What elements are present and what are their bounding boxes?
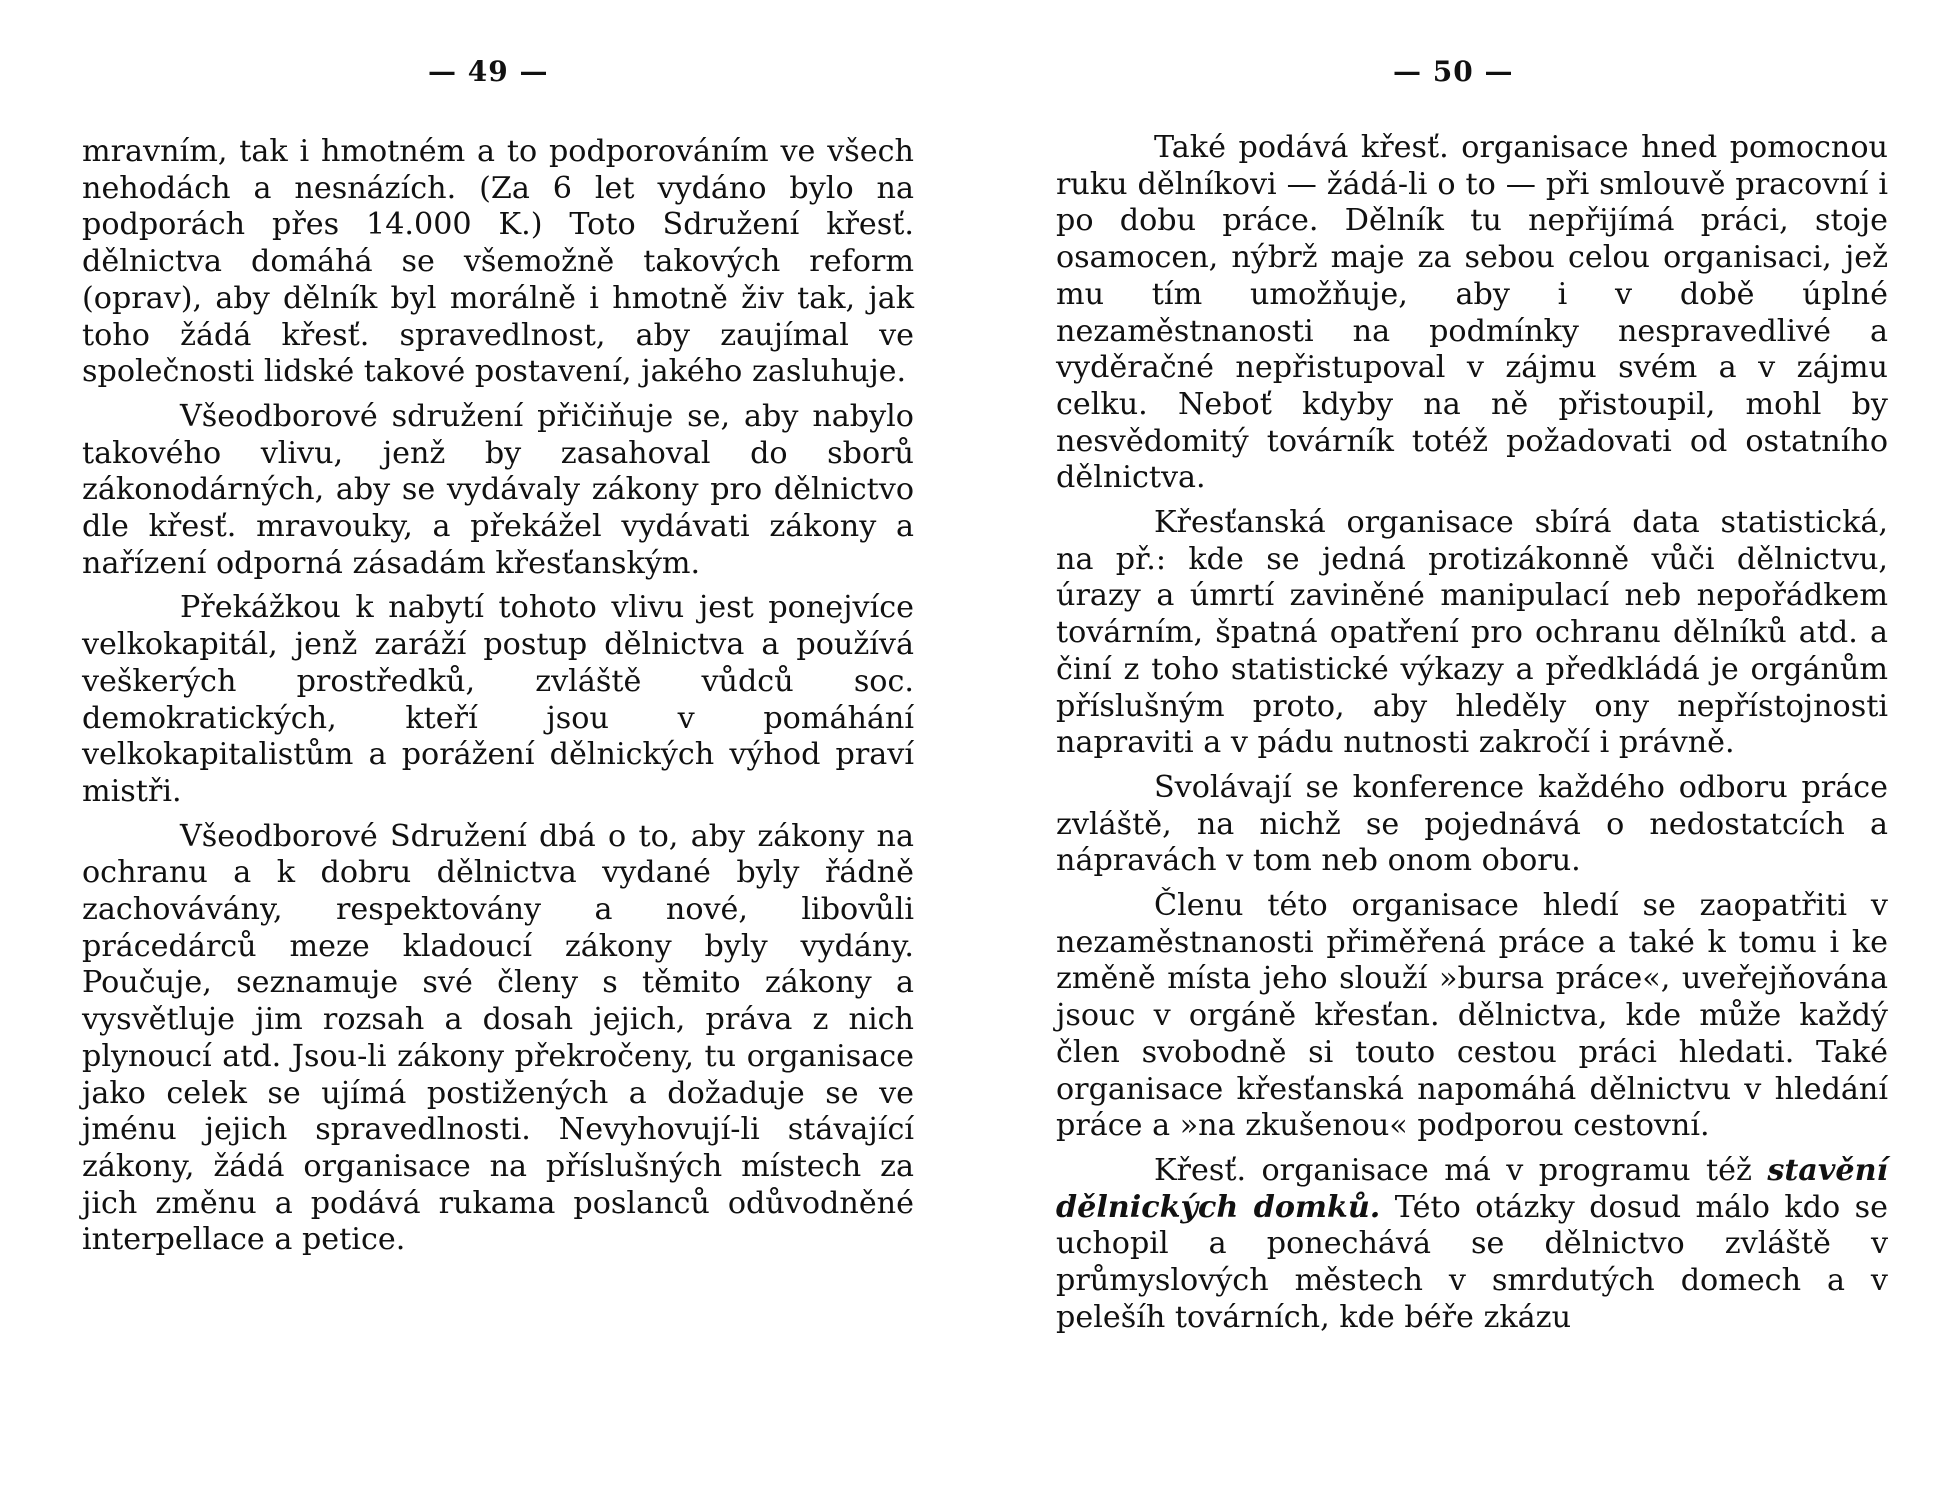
right-page	[975, 0, 1950, 1500]
right-paragraph-5-after: Této otázky dosud málo kdo se uchopil a ponechává se dělnictvo zvláště v průmyslových městech v smrdutých domech a v pelešíh továrních, kde béře zkázu	[1056, 1189, 1888, 1335]
right-paragraph-5-before: Křesť. organisace má v programu též	[1154, 1152, 1768, 1188]
right-paragraph-2: Křesťanská organisace sbírá data statistická, na př.: kde se jedná protizákonně vůči dělnictvu, úrazy a úmrtí zaviněné manipulací neb nepořádkem továrním, špatná opatření pro ochranu dělníků atd. a činí z toho statistické výkazy a předkládá je orgánům příslušným proto, aby hleděly ony nepřístojnosti napraviti a v pádu nutnosti zakročí i právně.	[1056, 505, 1888, 761]
left-paragraph-1: mravním, tak i hmotném a to podporováním ve všech nehodách a nesnázích. (Za 6 let vydáno bylo na podporách přes 14.000 K.) Toto Sdružení křesť. dělnictva domáhá se všemožně takových reform (oprav), aby dělník byl morálně i hmotně živ tak, jak toho žádá křesť. spravedlnost, aby zaujímal ve společnosti lidské takové postavení, jakého zasluhuje.	[82, 134, 914, 390]
left-paragraph-3: Překážkou k nabytí tohoto vlivu jest ponejvíce velkokapitál, jenž zaráží postup dělnictva a používá veškerých prostředků, zvláště vůdců soc. demokratických, kteří jsou v pomáhání velkokapitalistům a porážení dělnických výhod praví mistři.	[82, 590, 914, 809]
right-paragraph-5-emphasis: stavění dělnických domků.	[1056, 1152, 1888, 1225]
left-page-text	[82, 134, 914, 1267]
left-paragraph-4: Všeodborové Sdružení dbá o to, aby zákony na ochranu a k dobru dělnictva vydané byly řádně zachovávány, respektovány a nové, libovůli prácedárců meze kladoucí zákony byly vydány. Poučuje, seznamuje své členy s těmito zákony a vysvětluje jim rozsah a dosah jejich, práva z nich plynoucí atd. Jsou-li zákony překročeny, tu organisace jako celek se ujímá postižených a dožaduje se ve jménu jejich spravedlnosti. Nevyhovují-li stávající zákony, žádá organisace na příslušných místech za jich změnu a podává rukama poslanců odůvodněné interpellace a petice.	[82, 818, 914, 1258]
page-number-left: — 49 —	[428, 55, 549, 88]
right-paragraph-1: Také podává křesť. organisace hned pomocnou ruku dělníkovi — žádá-li o to — při smlouvě pracovní i po dobu práce. Dělník tu nepřijímá práci, stoje osamocen, nýbrž maje za sebou celou organisaci, jež mu tím umožňuje, aby i v době úplné nezaměstnanosti na podmínky nespravedlivé a vyděračné nepřistupoval v zájmu svém a v zájmu celku. Neboť kdyby na ně přistoupil, mohl by nesvědomitý továrník totéž požadovati od ostatního dělnictva.	[1056, 130, 1888, 496]
left-paragraph-2: Všeodborové sdružení přičiňuje se, aby nabylo takového vlivu, jenž by zasahoval do sborů zákonodárných, aby se vydávaly zákony pro dělnictvo dle křesť. mravouky, a překážel vydávati zákony a nařízení odporná zásadám křesťanským.	[82, 398, 914, 581]
right-paragraph-4: Členu této organisace hledí se zaopatřiti v nezaměstnanosti přiměřená práce a také k tomu i ke změně místa jeho slouží »bursa práce«, uveřejňována jsouc v orgáně křesťan. dělnictva, kde může každý člen svobodně si touto cestou práci hledati. Také organisace křesťanská napomáhá dělnictvu v hledání práce a »na zkušenou« podporou cestovní.	[1056, 888, 1888, 1144]
right-page-text	[1056, 130, 1888, 1345]
right-paragraph-5	[1056, 1153, 1888, 1337]
right-paragraph-3: Svolávají se konference každého odboru práce zvláště, na nichž se pojednává o nedostatcích a nápravách v tom neb onom oboru.	[1056, 769, 1888, 879]
page-number-right: — 50 —	[1393, 55, 1514, 88]
